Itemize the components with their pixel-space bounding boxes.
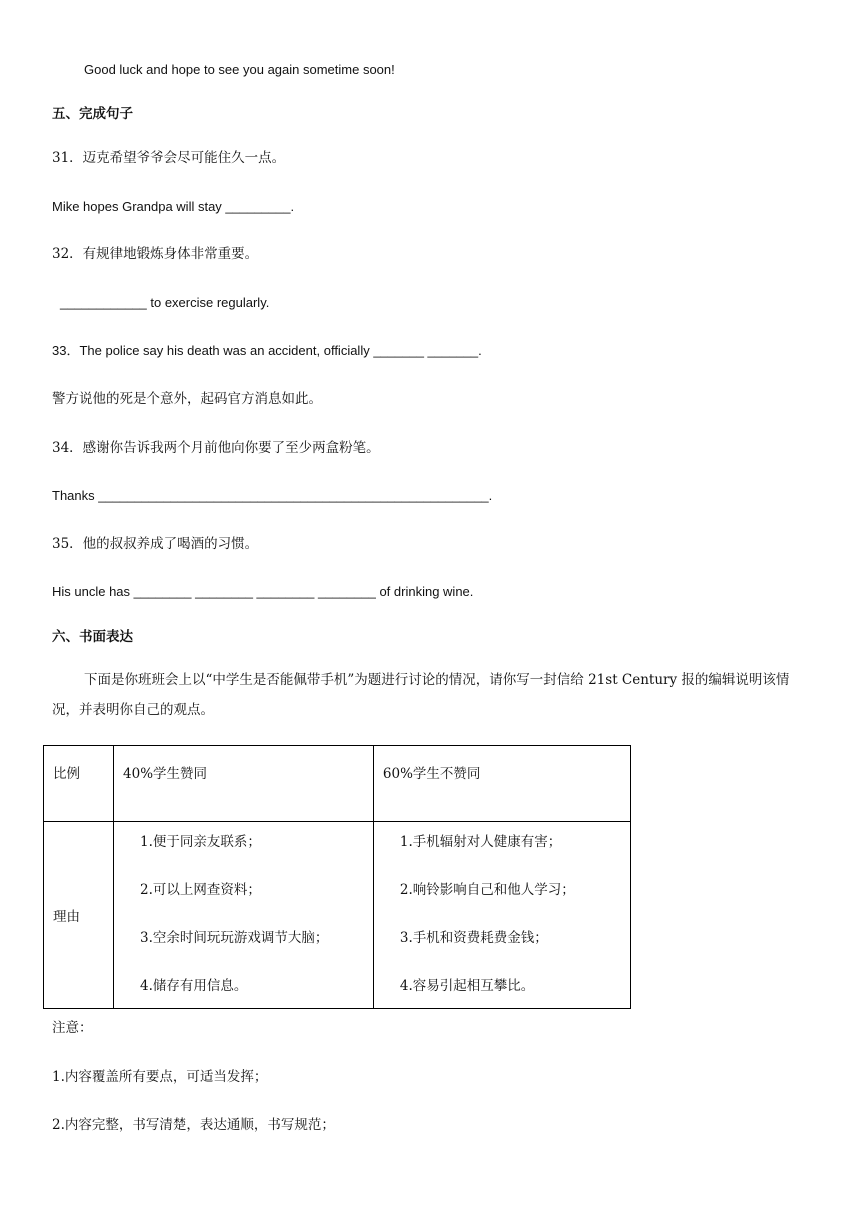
list-item: 3.空余时间玩玩游戏调节大脑；: [140, 930, 329, 946]
q32-prompt: 32．有规律地锻炼身体非常重要。: [52, 246, 259, 262]
q35-answer-line: His uncle has ________ ________ ________ ________ of drinking wine.: [52, 584, 474, 599]
disagree-reasons-list: [374, 822, 630, 1008]
list-item: 2.响铃影响自己和他人学习；: [399, 882, 575, 898]
row-label-reasons: 理由: [44, 822, 114, 1009]
q35-prompt: 35．他的叔叔养成了喝酒的习惯。: [52, 536, 259, 552]
list-item: 1.手机辐射对人健康有害；: [399, 834, 562, 850]
note-item: 2.内容完整，书写清楚，表达通顺，书写规范；: [52, 1117, 335, 1133]
q34-prompt: 34．感谢你告诉我两个月前他向你要了至少两盒粉笔。: [52, 440, 380, 456]
letter-closing-line: Good luck and hope to see you again sometime soon!: [84, 62, 395, 77]
list-item: 1.便于同亲友联系；: [140, 834, 261, 850]
table-header-row: [44, 746, 631, 822]
disagree-reasons-cell: [373, 822, 630, 1009]
header-disagree: 60%学生不赞同: [373, 746, 630, 822]
q32-answer-line: ____________ to exercise regularly.: [60, 295, 270, 310]
header-ratio: 比例: [44, 746, 114, 822]
list-item: 4.容易引起相互攀比。: [399, 978, 535, 994]
agree-reasons-cell: [114, 822, 374, 1009]
q31-prompt: 31．迈克希望爷爷会尽可能住久一点。: [52, 150, 286, 166]
list-item: 3.手机和资费耗费金钱；: [399, 930, 548, 946]
list-item: 2.可以上网查资料；: [140, 882, 261, 898]
q33-translation: 警方说他的死是个意外，起码官方消息如此。: [52, 391, 322, 407]
q31-answer-line: Mike hopes Grandpa will stay _________.: [52, 199, 295, 214]
opinion-table: [43, 745, 631, 1009]
note-item: 1.内容覆盖所有要点，可适当发挥；: [52, 1069, 268, 1085]
section-6-heading: 六、书面表达: [52, 629, 133, 645]
writing-task-intro: 下面是你班班会上以“中学生是否能佩带手机”为题进行讨论的情况，请你写一封信给 21st Century 报的编辑说明该情况，并表明你自己的观点。: [52, 672, 790, 718]
list-item: 4.储存有用信息。: [140, 978, 248, 994]
notes-heading: 注意：: [52, 1020, 93, 1036]
header-agree: 40%学生赞同: [114, 746, 374, 822]
q33-prompt: 33．The police say his death was an accident, officially _______ _______.: [52, 343, 482, 358]
section-5-heading: 五、完成句子: [52, 106, 133, 122]
table-reasons-row: [44, 822, 631, 1009]
agree-reasons-list: [114, 822, 373, 1008]
q34-answer-line: Thanks ______________________________________________________.: [52, 488, 493, 503]
